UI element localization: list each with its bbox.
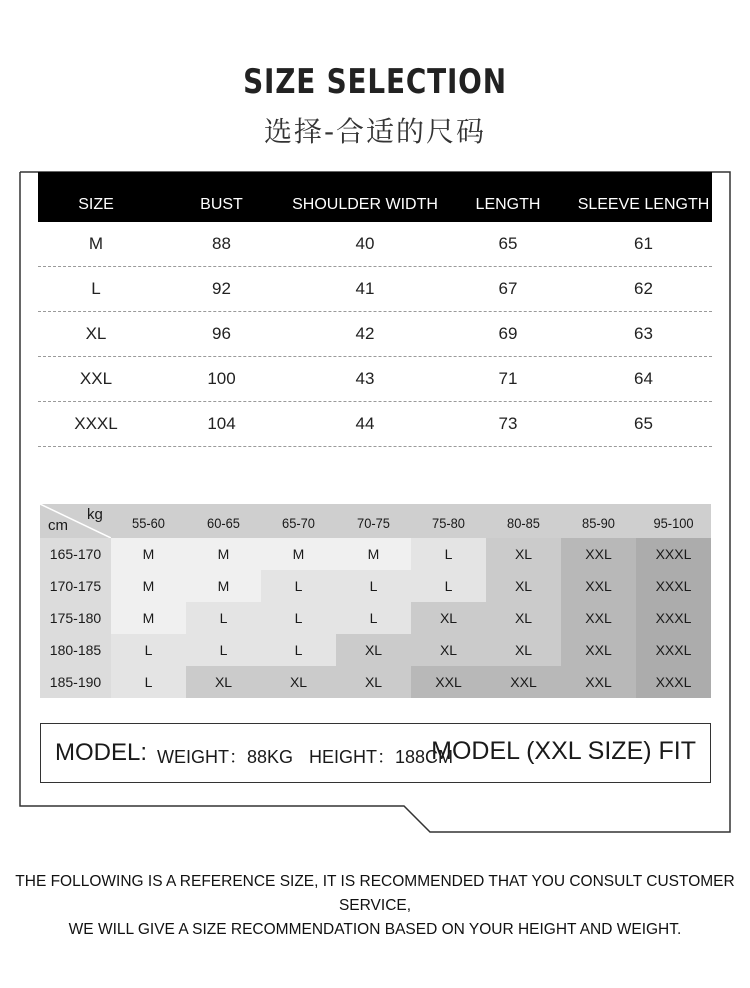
size-cell: L (91, 279, 101, 298)
length-cell: 71 (498, 369, 518, 388)
bust-cell: 88 (212, 234, 231, 253)
size-recommendation-cell: L (336, 602, 411, 634)
page-subtitle: 选择-合适的尺码 (263, 115, 487, 148)
model-label: MODEL: (55, 739, 148, 766)
shoulder-width-cell: 42 (355, 324, 375, 343)
size-recommendation-cell: XXL (561, 634, 636, 666)
size-recommendation-cell: XXL (486, 666, 561, 698)
size-recommendation-cell: XXL (411, 666, 486, 698)
model-height: HEIGHT：188CM (309, 747, 454, 767)
size-recommendation-cell: XXXL (636, 602, 711, 634)
weight-range-header: 95-100 (653, 515, 694, 531)
size-recommendation-cell: L (261, 634, 336, 666)
weight-range-header: 60-65 (207, 515, 240, 531)
bust-cell: 92 (212, 279, 231, 298)
size-recommendation-cell: XL (336, 634, 411, 666)
height-range-label: 175-180 (40, 602, 111, 634)
shoulder-width-cell: 44 (355, 414, 375, 433)
size-recommendation-cell: L (186, 634, 261, 666)
weight-range-header: 55-60 (132, 515, 165, 531)
size-recommendation-cell: L (261, 602, 336, 634)
bust-cell: 100 (207, 369, 236, 388)
size-table (38, 172, 712, 447)
height-range-label: 185-190 (40, 666, 111, 698)
size-recommendation-cell: XL (486, 602, 561, 634)
shoulder-width-cell: 40 (355, 234, 375, 253)
size-recommendation-cell: XXXL (636, 570, 711, 602)
size-recommendation-cell: XL (411, 634, 486, 666)
size-recommendation-cell: L (111, 666, 186, 698)
size-recommendation-cell: XL (486, 634, 561, 666)
column-header-shoulder-width: SHOULDER WIDTH (292, 196, 438, 213)
table-row (38, 267, 712, 312)
column-header-length: LENGTH (475, 196, 541, 213)
weight-range-header: 80-85 (507, 515, 540, 531)
size-cell: XL (85, 324, 107, 343)
weight-height-chart (40, 504, 711, 702)
weight-range-header: 65-70 (282, 515, 315, 531)
column-header-sleeve-length: SLEEVE LENGTH (577, 196, 710, 213)
size-recommendation-cell: M (186, 538, 261, 570)
size-cell: XXL (79, 369, 113, 388)
length-cell: 65 (498, 234, 518, 253)
sleeve-length-cell: 64 (634, 369, 653, 388)
reference-note-line: WE WILL GIVE A SIZE RECOMMENDATION BASED ON YOUR HEIGHT AND WEIGHT. (68, 921, 682, 938)
size-recommendation-cell: M (336, 538, 411, 570)
size-recommendation-cell: L (411, 570, 486, 602)
size-recommendation-cell: XL (261, 666, 336, 698)
size-recommendation-cell: XXXL (636, 538, 711, 570)
sleeve-length-cell: 62 (634, 279, 653, 298)
size-recommendation-cell: XXL (561, 666, 636, 698)
height-range-label: 170-175 (40, 570, 111, 602)
size-recommendation-cell: L (411, 538, 486, 570)
kg-label: kg (87, 506, 103, 523)
size-recommendation-cell: L (261, 570, 336, 602)
size-recommendation-cell: L (111, 634, 186, 666)
size-recommendation-cell: XXL (561, 570, 636, 602)
size-recommendation-cell: M (111, 538, 186, 570)
cm-label: cm (48, 517, 68, 534)
sleeve-length-cell: 65 (634, 414, 653, 433)
length-cell: 69 (498, 324, 518, 343)
reference-note (0, 870, 750, 942)
size-recommendation-cell: XL (486, 538, 561, 570)
model-info-box (40, 723, 711, 783)
shoulder-width-cell: 41 (355, 279, 375, 298)
table-row (38, 222, 712, 267)
sleeve-length-cell: 63 (634, 324, 653, 343)
size-recommendation-cell: XXL (561, 538, 636, 570)
column-header-size: SIZE (78, 196, 114, 213)
size-recommendation-cell: M (111, 602, 186, 634)
size-cell: XXXL (74, 414, 118, 433)
shoulder-width-cell: 43 (355, 369, 375, 388)
model-fit: MODEL (XXL SIZE) FIT (431, 737, 696, 765)
bust-cell: 96 (212, 324, 231, 343)
height-range-label: 165-170 (40, 538, 111, 570)
size-recommendation-cell: L (186, 602, 261, 634)
weight-range-header: 70-75 (357, 515, 390, 531)
size-recommendation-cell: XXXL (636, 634, 711, 666)
column-header-bust: BUST (200, 196, 243, 213)
size-recommendation-cell: XL (411, 602, 486, 634)
table-row (38, 402, 712, 447)
size-recommendation-cell: XL (186, 666, 261, 698)
sleeve-length-cell: 61 (634, 234, 653, 253)
length-cell: 67 (498, 279, 518, 298)
size-table-header (38, 172, 712, 222)
size-recommendation-cell: XL (336, 666, 411, 698)
size-recommendation-cell: XXL (561, 602, 636, 634)
page-title: SIZE SELECTION (243, 62, 507, 102)
bust-cell: 104 (207, 414, 236, 433)
size-recommendation-cell: XL (486, 570, 561, 602)
size-recommendation-cell: XXXL (636, 666, 711, 698)
weight-range-header: 85-90 (582, 515, 615, 531)
table-row (38, 357, 712, 402)
height-range-label: 180-185 (40, 634, 111, 666)
size-recommendation-cell: M (261, 538, 336, 570)
size-recommendation-cell: L (336, 570, 411, 602)
size-recommendation-cell: M (186, 570, 261, 602)
size-cell: M (88, 234, 104, 253)
reference-note-line: THE FOLLOWING IS A REFERENCE SIZE, IT IS RECOMMENDED THAT YOU CONSULT CUSTOMER SERVICE, (15, 873, 735, 914)
length-cell: 73 (498, 414, 518, 433)
table-row (38, 312, 712, 357)
weight-range-header: 75-80 (432, 515, 465, 531)
size-recommendation-cell: M (111, 570, 186, 602)
model-weight: WEIGHT：88KG (157, 747, 294, 767)
